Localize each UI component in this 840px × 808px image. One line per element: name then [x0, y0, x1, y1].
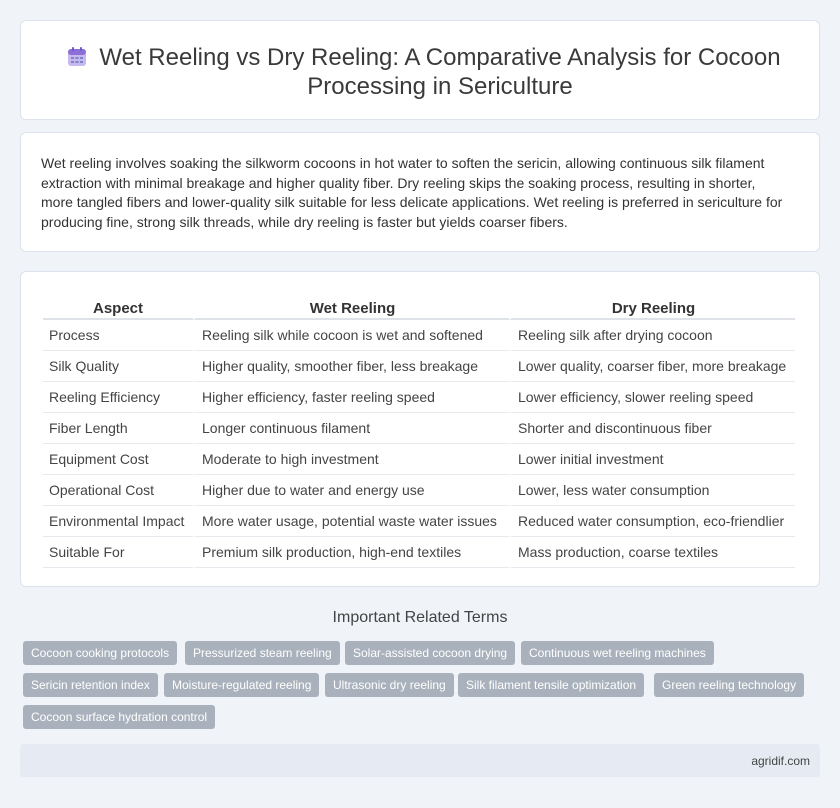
cell-aspect: Suitable For — [43, 537, 193, 568]
footer-site-link[interactable]: agridif.com — [751, 754, 810, 768]
related-term-tag[interactable]: Sericin retention index — [23, 673, 158, 697]
related-term-tag[interactable]: Ultrasonic dry reeling — [325, 673, 454, 697]
cell-aspect: Environmental Impact — [43, 506, 193, 537]
related-term-tag[interactable]: Moisture-regulated reeling — [164, 673, 319, 697]
cell-dry-reeling: Reeling silk after drying cocoon — [509, 320, 795, 351]
cell-aspect: Fiber Length — [43, 413, 193, 444]
cell-aspect: Reeling Efficiency — [43, 382, 193, 413]
table-row — [43, 351, 795, 382]
comparison-table-card — [20, 271, 820, 587]
page-title: Wet Reeling vs Dry Reeling: A Comparative Analysis for Cocoon Processing in Sericulture — [99, 44, 781, 100]
header-wet-reeling: Wet Reeling — [193, 294, 509, 320]
related-term-tag[interactable]: Cocoon surface hydration control — [23, 705, 215, 729]
footer — [20, 744, 820, 777]
table-row — [43, 382, 795, 413]
related-term-tag[interactable]: Continuous wet reeling machines — [521, 641, 714, 665]
cell-dry-reeling: Shorter and discontinuous fiber — [509, 413, 795, 444]
cell-aspect: Operational Cost — [43, 475, 193, 506]
cell-wet-reeling: Higher quality, smoother fiber, less breakage — [193, 351, 509, 382]
table-header-row — [43, 294, 795, 320]
title-card — [20, 20, 820, 120]
related-term-tag[interactable]: Pressurized steam reeling — [185, 641, 340, 665]
cell-wet-reeling: Reeling silk while cocoon is wet and softened — [193, 320, 509, 351]
cell-dry-reeling: Reduced water consumption, eco-friendlier — [509, 506, 795, 537]
table-row — [43, 537, 795, 568]
cell-dry-reeling: Lower, less water consumption — [509, 475, 795, 506]
table-row — [43, 413, 795, 444]
cell-dry-reeling: Mass production, coarse textiles — [509, 537, 795, 568]
cell-wet-reeling: Premium silk production, high-end textiles — [193, 537, 509, 568]
related-terms-title: Important Related Terms — [332, 609, 508, 626]
cell-dry-reeling: Lower efficiency, slower reeling speed — [509, 382, 795, 413]
cell-wet-reeling: Higher due to water and energy use — [193, 475, 509, 506]
related-term-tag[interactable]: Solar-assisted cocoon drying — [345, 641, 515, 665]
cell-aspect: Silk Quality — [43, 351, 193, 382]
header-dry-reeling: Dry Reeling — [509, 294, 795, 320]
related-term-tag[interactable]: Green reeling technology — [654, 673, 804, 697]
table-row — [43, 320, 795, 351]
cell-wet-reeling: Longer continuous filament — [193, 413, 509, 444]
summary-card — [20, 132, 820, 252]
cell-wet-reeling: Higher efficiency, faster reeling speed — [193, 382, 509, 413]
cell-wet-reeling: More water usage, potential waste water issues — [193, 506, 509, 537]
related-term-tag[interactable]: Silk filament tensile optimization — [458, 673, 644, 697]
header-aspect: Aspect — [43, 294, 193, 320]
comparison-table — [43, 294, 795, 568]
table-row — [43, 444, 795, 475]
cell-aspect: Process — [43, 320, 193, 351]
related-term-tag[interactable]: Cocoon cooking protocols — [23, 641, 177, 665]
table-row — [43, 475, 795, 506]
cell-aspect: Equipment Cost — [43, 444, 193, 475]
cell-wet-reeling: Moderate to high investment — [193, 444, 509, 475]
table-row — [43, 506, 795, 537]
cell-dry-reeling: Lower initial investment — [509, 444, 795, 475]
summary-text: Wet reeling involves soaking the silkworm cocoons in hot water to soften the sericin, allowing continuous silk filament extraction with minimal breakage and higher quality fiber. Dry reeling skips the soaking process, resulting in shorter, more tangled fibers and lower-quality silk suitable for less delicate applications. Wet reeling is preferred in sericulture for producing fine, strong silk threads, while dry reeling is faster but yields coarser fibers. — [41, 155, 783, 230]
cell-dry-reeling: Lower quality, coarser fiber, more breakage — [509, 351, 795, 382]
